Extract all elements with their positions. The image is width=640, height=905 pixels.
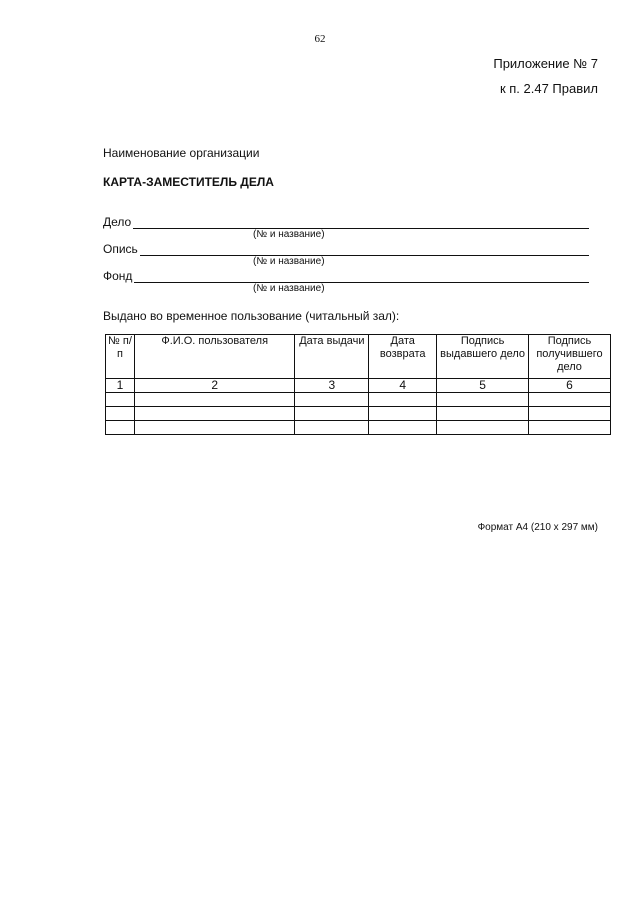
column-number: 2 xyxy=(134,379,295,393)
field-inventory xyxy=(103,242,589,272)
table-header-row xyxy=(106,335,611,379)
header-receiver-signature: Подпись получившего дело xyxy=(529,335,611,379)
column-number: 1 xyxy=(106,379,135,393)
header-number: № п/п xyxy=(106,335,135,379)
column-number: 5 xyxy=(437,379,529,393)
table-row xyxy=(106,407,611,421)
field-fond-label: Фонд xyxy=(103,269,133,283)
header-user-name: Ф.И.О. пользователя xyxy=(134,335,295,379)
table-cell[interactable] xyxy=(134,421,295,435)
field-case-hint: (№ и название) xyxy=(253,229,325,240)
column-number-row xyxy=(106,379,611,393)
table-cell[interactable] xyxy=(106,421,135,435)
appendix-number: Приложение № 7 xyxy=(493,56,598,71)
table-row xyxy=(106,393,611,407)
field-fond-hint: (№ и название) xyxy=(253,283,325,294)
field-fond-line[interactable] xyxy=(133,282,589,283)
table-cell[interactable] xyxy=(295,421,369,435)
header-issuer-signature: Подпись выдавшего дело xyxy=(437,335,529,379)
column-number: 4 xyxy=(369,379,437,393)
header-issue-date: Дата выдачи xyxy=(295,335,369,379)
column-number: 3 xyxy=(295,379,369,393)
table-cell[interactable] xyxy=(529,421,611,435)
field-case-line[interactable] xyxy=(133,228,589,229)
column-number: 6 xyxy=(529,379,611,393)
table-cell[interactable] xyxy=(529,393,611,407)
card-title: КАРТА-ЗАМЕСТИТЕЛЬ ДЕЛА xyxy=(103,175,274,189)
field-fond xyxy=(103,269,589,299)
header-return-date: Дата возврата xyxy=(369,335,437,379)
issued-label: Выдано во временное пользование (читальный зал): xyxy=(103,309,400,323)
field-inventory-hint: (№ и название) xyxy=(253,256,325,267)
issue-table xyxy=(105,334,611,435)
page-number: 62 xyxy=(314,33,326,45)
table-cell[interactable] xyxy=(369,407,437,421)
table-cell[interactable] xyxy=(437,393,529,407)
table-cell[interactable] xyxy=(529,407,611,421)
table-cell[interactable] xyxy=(134,407,295,421)
table-cell[interactable] xyxy=(134,393,295,407)
format-note: Формат А4 (210 х 297 мм) xyxy=(477,522,598,533)
table-cell[interactable] xyxy=(106,407,135,421)
field-case xyxy=(103,215,589,245)
table-row xyxy=(106,421,611,435)
field-inventory-line[interactable] xyxy=(137,255,589,256)
appendix-reference: к п. 2.47 Правил xyxy=(499,81,598,96)
field-case-label: Дело xyxy=(103,215,132,229)
table-cell[interactable] xyxy=(295,393,369,407)
field-inventory-label: Опись xyxy=(103,242,138,256)
table-cell[interactable] xyxy=(437,421,529,435)
table-cell[interactable] xyxy=(369,421,437,435)
table-cell[interactable] xyxy=(295,407,369,421)
table-cell[interactable] xyxy=(437,407,529,421)
table-cell[interactable] xyxy=(369,393,437,407)
organization-label: Наименование организации xyxy=(103,146,260,160)
table-cell[interactable] xyxy=(106,393,135,407)
